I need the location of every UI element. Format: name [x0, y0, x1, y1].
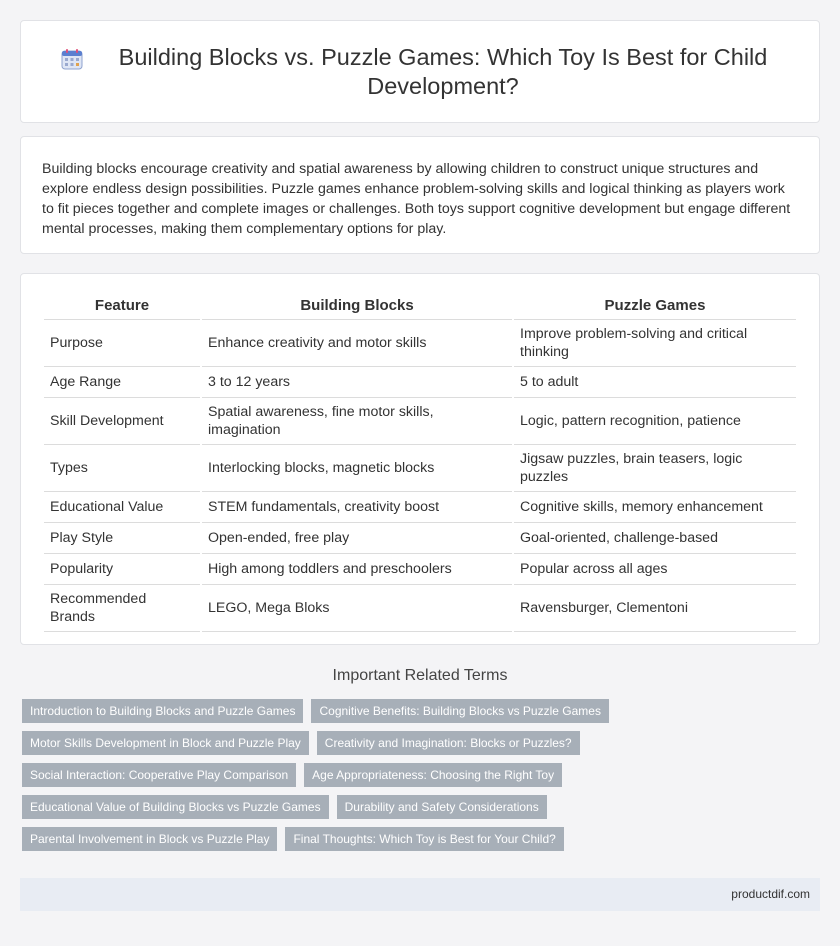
- related-tag[interactable]: Introduction to Building Blocks and Puzzle Games: [22, 699, 303, 723]
- intro-card: [20, 136, 820, 254]
- related-tags: [0, 699, 840, 859]
- related-tag[interactable]: Durability and Safety Considerations: [337, 795, 547, 819]
- footer-site[interactable]: productdif.com: [731, 887, 810, 901]
- page-title: Building Blocks vs. Puzzle Games: Which Toy Is Best for Child Development?: [118, 43, 768, 99]
- table-row: [44, 367, 796, 398]
- row-building-blocks: Enhance creativity and motor skills: [202, 320, 512, 367]
- row-feature: Play Style: [44, 523, 200, 554]
- header-building-blocks: Building Blocks: [202, 291, 512, 320]
- row-puzzle-games: Goal-oriented, challenge-based: [514, 523, 796, 554]
- related-tag[interactable]: Cognitive Benefits: Building Blocks vs Puzzle Games: [311, 699, 608, 723]
- row-building-blocks: Interlocking blocks, magnetic blocks: [202, 445, 512, 492]
- row-puzzle-games: Logic, pattern recognition, patience: [514, 398, 796, 445]
- row-puzzle-games: Popular across all ages: [514, 554, 796, 585]
- row-building-blocks: High among toddlers and preschoolers: [202, 554, 512, 585]
- table-row: [44, 320, 796, 367]
- related-terms-section: [0, 667, 840, 859]
- related-tag[interactable]: Age Appropriateness: Choosing the Right Toy: [304, 763, 562, 787]
- calendar-icon: [61, 48, 83, 70]
- row-building-blocks: LEGO, Mega Bloks: [202, 585, 512, 632]
- title-row: [61, 43, 779, 101]
- table-row: [44, 554, 796, 585]
- related-tag[interactable]: Creativity and Imagination: Blocks or Puzzles?: [317, 731, 580, 755]
- row-puzzle-games: Jigsaw puzzles, brain teasers, logic puzzles: [514, 445, 796, 492]
- table-row: [44, 523, 796, 554]
- intro-paragraph: Building blocks encourage creativity and spatial awareness by allowing children to construct unique structures and explore endless design possibilities. Puzzle games enhance problem-solving skills and logical thinking as players work to fit pieces together and complete images or challenges. Both toys support cognitive development but engage different mental processes, making them complementary options for play.: [42, 161, 791, 238]
- row-puzzle-games: Improve problem-solving and critical thinking: [514, 320, 796, 367]
- related-terms-title: Important Related Terms: [332, 667, 508, 684]
- comparison-card: [20, 273, 820, 645]
- row-building-blocks: Spatial awareness, fine motor skills, imagination: [202, 398, 512, 445]
- related-tag[interactable]: Motor Skills Development in Block and Puzzle Play: [22, 731, 309, 755]
- row-feature: Popularity: [44, 554, 200, 585]
- related-tag[interactable]: Parental Involvement in Block vs Puzzle Play: [22, 827, 277, 851]
- row-feature: Educational Value: [44, 492, 200, 523]
- table-row: [44, 398, 796, 445]
- table-header-row: [44, 291, 796, 320]
- row-building-blocks: STEM fundamentals, creativity boost: [202, 492, 512, 523]
- row-puzzle-games: Cognitive skills, memory enhancement: [514, 492, 796, 523]
- related-tag[interactable]: Final Thoughts: Which Toy is Best for Your Child?: [285, 827, 563, 851]
- header-puzzle-games: Puzzle Games: [514, 291, 796, 320]
- table-row: [44, 445, 796, 492]
- related-tag[interactable]: Social Interaction: Cooperative Play Comparison: [22, 763, 296, 787]
- row-feature: Skill Development: [44, 398, 200, 445]
- row-building-blocks: Open-ended, free play: [202, 523, 512, 554]
- row-feature: Types: [44, 445, 200, 492]
- footer: [20, 878, 820, 911]
- row-puzzle-games: 5 to adult: [514, 367, 796, 398]
- table-row: [44, 492, 796, 523]
- table-row: [44, 585, 796, 632]
- row-puzzle-games: Ravensburger, Clementoni: [514, 585, 796, 632]
- row-feature: Recommended Brands: [44, 585, 200, 632]
- comparison-table: [42, 291, 798, 632]
- title-card: [20, 20, 820, 123]
- row-feature: Age Range: [44, 367, 200, 398]
- related-tag[interactable]: Educational Value of Building Blocks vs Puzzle Games: [22, 795, 329, 819]
- row-building-blocks: 3 to 12 years: [202, 367, 512, 398]
- row-feature: Purpose: [44, 320, 200, 367]
- header-feature: Feature: [44, 291, 200, 320]
